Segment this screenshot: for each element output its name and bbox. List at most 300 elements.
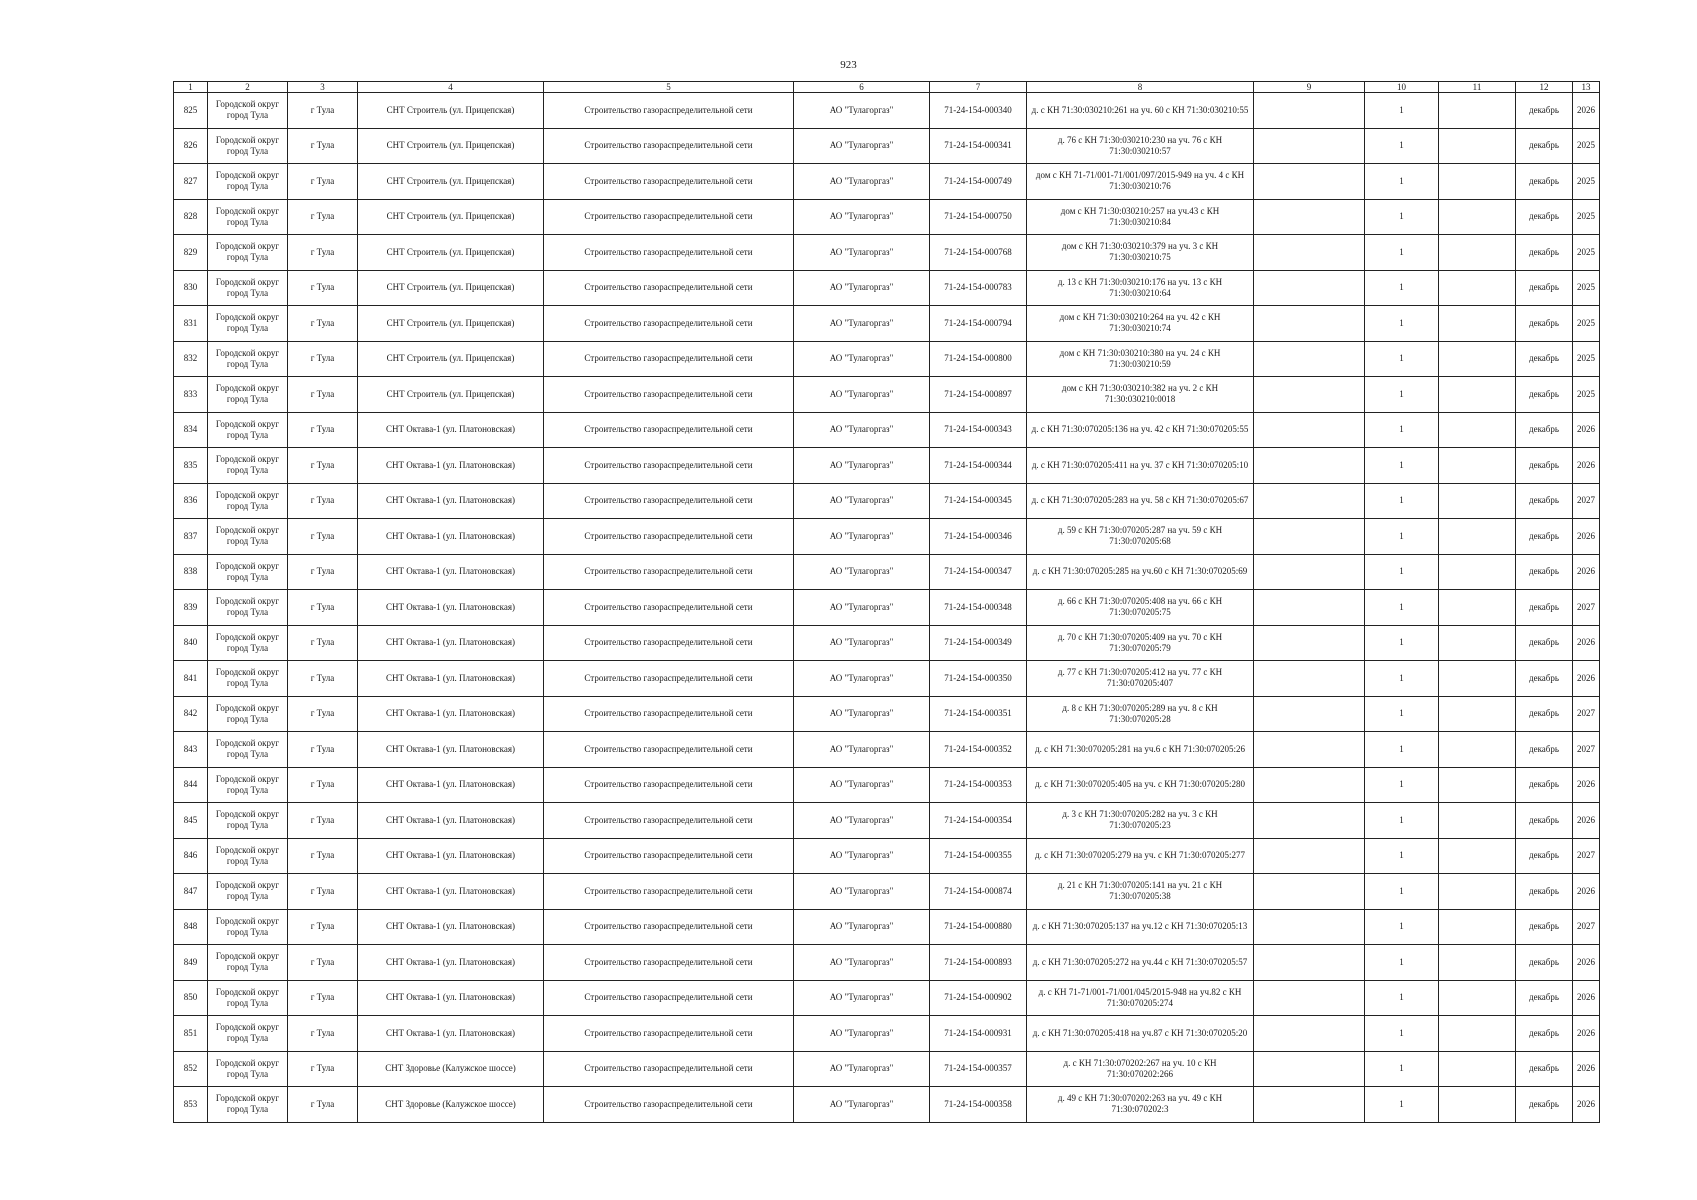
- cell-row-number: 837: [174, 519, 208, 555]
- cell-request-number: 71-24-154-000358: [930, 1087, 1027, 1123]
- cell-count: 1: [1365, 270, 1439, 306]
- cell-municipality: Городской округ город Тула: [208, 93, 288, 129]
- cell-snt-name: СНТ Октава-1 (ул. Платоновская): [358, 696, 544, 732]
- cell-object-description: д. 66 с КН 71:30:070205:408 на уч. 66 с КН 71:30:070205:75: [1027, 590, 1254, 626]
- cell-snt-name: СНТ Здоровье (Калужское шоссе): [358, 1087, 544, 1123]
- cell-col-9: [1254, 803, 1365, 839]
- cell-col-11: [1439, 377, 1516, 413]
- cell-snt-name: СНТ Октава-1 (ул. Платоновская): [358, 874, 544, 910]
- cell-col-9: [1254, 838, 1365, 874]
- table-row: [174, 341, 1600, 377]
- cell-work-type: Строительство газораспределительной сети: [544, 838, 794, 874]
- cell-settlement: г Тула: [288, 1087, 358, 1123]
- table-row: [174, 377, 1600, 413]
- cell-count: 1: [1365, 980, 1439, 1016]
- table-row: [174, 874, 1600, 910]
- cell-col-9: [1254, 93, 1365, 129]
- cell-year: 2027: [1573, 590, 1600, 626]
- cell-request-number: 71-24-154-000344: [930, 448, 1027, 484]
- cell-col-11: [1439, 1051, 1516, 1087]
- cell-object-description: д. 3 с КН 71:30:070205:282 на уч. 3 с КН 71:30:070205:23: [1027, 803, 1254, 839]
- cell-col-11: [1439, 661, 1516, 697]
- data-table: [173, 81, 1600, 1123]
- cell-col-11: [1439, 1016, 1516, 1052]
- table-row: [174, 732, 1600, 768]
- table-row: [174, 483, 1600, 519]
- cell-request-number: 71-24-154-000874: [930, 874, 1027, 910]
- cell-col-11: [1439, 767, 1516, 803]
- cell-col-11: [1439, 519, 1516, 555]
- cell-year: 2026: [1573, 625, 1600, 661]
- cell-col-9: [1254, 980, 1365, 1016]
- cell-request-number: 71-24-154-000880: [930, 909, 1027, 945]
- cell-request-number: 71-24-154-000931: [930, 1016, 1027, 1052]
- cell-row-number: 841: [174, 661, 208, 697]
- cell-month: декабрь: [1516, 341, 1573, 377]
- table-row: [174, 767, 1600, 803]
- cell-organization: АО "Тулагоргаз": [794, 767, 930, 803]
- cell-month: декабрь: [1516, 306, 1573, 342]
- cell-row-number: 830: [174, 270, 208, 306]
- cell-request-number: 71-24-154-000902: [930, 980, 1027, 1016]
- cell-count: 1: [1365, 1087, 1439, 1123]
- cell-municipality: Городской округ город Тула: [208, 625, 288, 661]
- cell-count: 1: [1365, 661, 1439, 697]
- cell-row-number: 846: [174, 838, 208, 874]
- cell-request-number: 71-24-154-000350: [930, 661, 1027, 697]
- cell-settlement: г Тула: [288, 519, 358, 555]
- cell-municipality: Городской округ город Тула: [208, 590, 288, 626]
- cell-count: 1: [1365, 767, 1439, 803]
- cell-snt-name: СНТ Строитель (ул. Прицепская): [358, 199, 544, 235]
- cell-year: 2026: [1573, 519, 1600, 555]
- cell-settlement: г Тула: [288, 448, 358, 484]
- cell-col-11: [1439, 412, 1516, 448]
- cell-object-description: д. с КН 71:30:070205:281 на уч.6 с КН 71:30:070205:26: [1027, 732, 1254, 768]
- cell-row-number: 851: [174, 1016, 208, 1052]
- cell-settlement: г Тула: [288, 767, 358, 803]
- cell-work-type: Строительство газораспределительной сети: [544, 1051, 794, 1087]
- cell-row-number: 852: [174, 1051, 208, 1087]
- cell-col-9: [1254, 448, 1365, 484]
- cell-count: 1: [1365, 803, 1439, 839]
- cell-object-description: дом с КН 71:30:030210:379 на уч. 3 с КН 71:30:030210:75: [1027, 235, 1254, 271]
- cell-col-11: [1439, 235, 1516, 271]
- cell-snt-name: СНТ Октава-1 (ул. Платоновская): [358, 980, 544, 1016]
- cell-snt-name: СНТ Октава-1 (ул. Платоновская): [358, 448, 544, 484]
- cell-row-number: 826: [174, 128, 208, 164]
- cell-object-description: д. с КН 71:30:070205:411 на уч. 37 с КН 71:30:070205:10: [1027, 448, 1254, 484]
- cell-organization: АО "Тулагоргаз": [794, 838, 930, 874]
- cell-snt-name: СНТ Октава-1 (ул. Платоновская): [358, 945, 544, 981]
- cell-snt-name: СНТ Строитель (ул. Прицепская): [358, 270, 544, 306]
- cell-settlement: г Тула: [288, 554, 358, 590]
- cell-work-type: Строительство газораспределительной сети: [544, 412, 794, 448]
- table-row: [174, 270, 1600, 306]
- cell-count: 1: [1365, 93, 1439, 129]
- cell-month: декабрь: [1516, 661, 1573, 697]
- table-row: [174, 554, 1600, 590]
- cell-col-9: [1254, 1051, 1365, 1087]
- cell-row-number: 838: [174, 554, 208, 590]
- cell-work-type: Строительство газораспределительной сети: [544, 306, 794, 342]
- table-row: [174, 980, 1600, 1016]
- cell-work-type: Строительство газораспределительной сети: [544, 448, 794, 484]
- cell-count: 1: [1365, 732, 1439, 768]
- cell-snt-name: СНТ Октава-1 (ул. Платоновская): [358, 732, 544, 768]
- cell-organization: АО "Тулагоргаз": [794, 128, 930, 164]
- cell-col-9: [1254, 732, 1365, 768]
- cell-settlement: г Тула: [288, 661, 358, 697]
- cell-settlement: г Тула: [288, 164, 358, 200]
- cell-year: 2026: [1573, 412, 1600, 448]
- cell-row-number: 850: [174, 980, 208, 1016]
- cell-count: 1: [1365, 874, 1439, 910]
- cell-organization: АО "Тулагоргаз": [794, 270, 930, 306]
- cell-organization: АО "Тулагоргаз": [794, 377, 930, 413]
- cell-col-9: [1254, 625, 1365, 661]
- cell-municipality: Городской округ город Тула: [208, 1016, 288, 1052]
- cell-municipality: Городской округ город Тула: [208, 874, 288, 910]
- cell-month: декабрь: [1516, 945, 1573, 981]
- table-header-row: [174, 82, 1600, 93]
- cell-organization: АО "Тулагоргаз": [794, 590, 930, 626]
- table-row: [174, 412, 1600, 448]
- cell-year: 2025: [1573, 377, 1600, 413]
- cell-col-9: [1254, 1087, 1365, 1123]
- table-row: [174, 590, 1600, 626]
- cell-year: 2026: [1573, 767, 1600, 803]
- cell-request-number: 71-24-154-000794: [930, 306, 1027, 342]
- cell-settlement: г Тула: [288, 945, 358, 981]
- cell-object-description: д. 13 с КН 71:30:030210:176 на уч. 13 с КН 71:30:030210:64: [1027, 270, 1254, 306]
- cell-col-9: [1254, 590, 1365, 626]
- cell-request-number: 71-24-154-000343: [930, 412, 1027, 448]
- cell-snt-name: СНТ Строитель (ул. Прицепская): [358, 306, 544, 342]
- cell-col-9: [1254, 661, 1365, 697]
- cell-month: декабрь: [1516, 554, 1573, 590]
- cell-request-number: 71-24-154-000347: [930, 554, 1027, 590]
- cell-snt-name: СНТ Строитель (ул. Прицепская): [358, 235, 544, 271]
- cell-settlement: г Тула: [288, 377, 358, 413]
- column-header-2: 2: [208, 82, 288, 93]
- cell-snt-name: СНТ Октава-1 (ул. Платоновская): [358, 412, 544, 448]
- cell-col-11: [1439, 448, 1516, 484]
- cell-count: 1: [1365, 448, 1439, 484]
- cell-request-number: 71-24-154-000345: [930, 483, 1027, 519]
- cell-organization: АО "Тулагоргаз": [794, 1087, 930, 1123]
- cell-object-description: д. с КН 71:30:070205:272 на уч.44 с КН 71:30:070205:57: [1027, 945, 1254, 981]
- cell-object-description: д. 8 с КН 71:30:070205:289 на уч. 8 с КН 71:30:070205:28: [1027, 696, 1254, 732]
- cell-col-11: [1439, 483, 1516, 519]
- cell-organization: АО "Тулагоргаз": [794, 235, 930, 271]
- cell-municipality: Городской округ город Тула: [208, 909, 288, 945]
- cell-col-11: [1439, 93, 1516, 129]
- cell-settlement: г Тула: [288, 199, 358, 235]
- cell-request-number: 71-24-154-000353: [930, 767, 1027, 803]
- table-row: [174, 909, 1600, 945]
- cell-request-number: 71-24-154-000897: [930, 377, 1027, 413]
- cell-col-11: [1439, 625, 1516, 661]
- cell-col-9: [1254, 945, 1365, 981]
- cell-col-11: [1439, 838, 1516, 874]
- table-row: [174, 306, 1600, 342]
- cell-year: 2027: [1573, 732, 1600, 768]
- cell-object-description: д. с КН 71:30:070202:267 на уч. 10 с КН 71:30:070202:266: [1027, 1051, 1254, 1087]
- cell-settlement: г Тула: [288, 803, 358, 839]
- cell-month: декабрь: [1516, 483, 1573, 519]
- cell-year: 2027: [1573, 696, 1600, 732]
- cell-municipality: Городской округ город Тула: [208, 128, 288, 164]
- cell-month: декабрь: [1516, 519, 1573, 555]
- cell-work-type: Строительство газораспределительной сети: [544, 980, 794, 1016]
- cell-settlement: г Тула: [288, 412, 358, 448]
- cell-work-type: Строительство газораспределительной сети: [544, 732, 794, 768]
- cell-object-description: д. 59 с КН 71:30:070205:287 на уч. 59 с КН 71:30:070205:68: [1027, 519, 1254, 555]
- cell-object-description: д. с КН 71:30:070205:285 на уч.60 с КН 71:30:070205:69: [1027, 554, 1254, 590]
- cell-organization: АО "Тулагоргаз": [794, 661, 930, 697]
- cell-month: декабрь: [1516, 199, 1573, 235]
- cell-settlement: г Тула: [288, 1016, 358, 1052]
- table-row: [174, 1016, 1600, 1052]
- cell-settlement: г Тула: [288, 909, 358, 945]
- cell-col-11: [1439, 128, 1516, 164]
- cell-snt-name: СНТ Октава-1 (ул. Платоновская): [358, 483, 544, 519]
- cell-month: декабрь: [1516, 1087, 1573, 1123]
- cell-object-description: дом с КН 71:30:030210:382 на уч. 2 с КН 71:30:030210:0018: [1027, 377, 1254, 413]
- cell-year: 2025: [1573, 341, 1600, 377]
- cell-request-number: 71-24-154-000352: [930, 732, 1027, 768]
- cell-col-11: [1439, 270, 1516, 306]
- cell-snt-name: СНТ Строитель (ул. Прицепская): [358, 164, 544, 200]
- cell-col-9: [1254, 164, 1365, 200]
- cell-count: 1: [1365, 235, 1439, 271]
- cell-organization: АО "Тулагоргаз": [794, 448, 930, 484]
- cell-month: декабрь: [1516, 412, 1573, 448]
- cell-col-9: [1254, 235, 1365, 271]
- cell-count: 1: [1365, 341, 1439, 377]
- cell-count: 1: [1365, 554, 1439, 590]
- cell-col-9: [1254, 306, 1365, 342]
- cell-work-type: Строительство газораспределительной сети: [544, 519, 794, 555]
- cell-month: декабрь: [1516, 164, 1573, 200]
- table-row: [174, 164, 1600, 200]
- cell-settlement: г Тула: [288, 341, 358, 377]
- cell-col-9: [1254, 874, 1365, 910]
- cell-work-type: Строительство газораспределительной сети: [544, 767, 794, 803]
- cell-count: 1: [1365, 164, 1439, 200]
- cell-month: декабрь: [1516, 1016, 1573, 1052]
- cell-count: 1: [1365, 625, 1439, 661]
- cell-month: декабрь: [1516, 980, 1573, 1016]
- table-row: [174, 128, 1600, 164]
- cell-object-description: д. 49 с КН 71:30:070202:263 на уч. 49 с КН 71:30:070202:3: [1027, 1087, 1254, 1123]
- cell-col-11: [1439, 803, 1516, 839]
- cell-municipality: Городской округ город Тула: [208, 270, 288, 306]
- cell-object-description: дом с КН 71-71/001-71/001/097/2015-949 на уч. 4 с КН 71:30:030210:76: [1027, 164, 1254, 200]
- cell-year: 2027: [1573, 483, 1600, 519]
- cell-month: декабрь: [1516, 1051, 1573, 1087]
- cell-work-type: Строительство газораспределительной сети: [544, 93, 794, 129]
- cell-year: 2025: [1573, 199, 1600, 235]
- cell-work-type: Строительство газораспределительной сети: [544, 945, 794, 981]
- cell-work-type: Строительство газораспределительной сети: [544, 341, 794, 377]
- column-header-3: 3: [288, 82, 358, 93]
- cell-row-number: 835: [174, 448, 208, 484]
- cell-municipality: Городской округ город Тула: [208, 235, 288, 271]
- cell-request-number: 71-24-154-000893: [930, 945, 1027, 981]
- cell-col-9: [1254, 554, 1365, 590]
- cell-row-number: 843: [174, 732, 208, 768]
- cell-col-11: [1439, 874, 1516, 910]
- cell-year: 2026: [1573, 980, 1600, 1016]
- cell-row-number: 845: [174, 803, 208, 839]
- cell-count: 1: [1365, 377, 1439, 413]
- cell-col-11: [1439, 696, 1516, 732]
- cell-organization: АО "Тулагоргаз": [794, 483, 930, 519]
- cell-month: декабрь: [1516, 767, 1573, 803]
- cell-object-description: д. с КН 71:30:070205:418 на уч.87 с КН 71:30:070205:20: [1027, 1016, 1254, 1052]
- table-row: [174, 945, 1600, 981]
- cell-row-number: 825: [174, 93, 208, 129]
- cell-object-description: д. 77 с КН 71:30:070205:412 на уч. 77 с КН 71:30:070205:407: [1027, 661, 1254, 697]
- cell-year: 2025: [1573, 128, 1600, 164]
- cell-request-number: 71-24-154-000749: [930, 164, 1027, 200]
- column-header-4: 4: [358, 82, 544, 93]
- table-row: [174, 519, 1600, 555]
- cell-col-11: [1439, 590, 1516, 626]
- cell-request-number: 71-24-154-000354: [930, 803, 1027, 839]
- cell-col-9: [1254, 909, 1365, 945]
- column-header-5: 5: [544, 82, 794, 93]
- cell-row-number: 827: [174, 164, 208, 200]
- cell-snt-name: СНТ Октава-1 (ул. Платоновская): [358, 554, 544, 590]
- cell-request-number: 71-24-154-000341: [930, 128, 1027, 164]
- cell-settlement: г Тула: [288, 1051, 358, 1087]
- table-row: [174, 1087, 1600, 1123]
- cell-work-type: Строительство газораспределительной сети: [544, 909, 794, 945]
- cell-year: 2026: [1573, 1016, 1600, 1052]
- cell-snt-name: СНТ Строитель (ул. Прицепская): [358, 341, 544, 377]
- cell-year: 2027: [1573, 838, 1600, 874]
- cell-year: 2025: [1573, 235, 1600, 271]
- cell-snt-name: СНТ Строитель (ул. Прицепская): [358, 377, 544, 413]
- cell-organization: АО "Тулагоргаз": [794, 306, 930, 342]
- cell-count: 1: [1365, 412, 1439, 448]
- cell-month: декабрь: [1516, 128, 1573, 164]
- cell-work-type: Строительство газораспределительной сети: [544, 554, 794, 590]
- column-header-9: 9: [1254, 82, 1365, 93]
- cell-settlement: г Тула: [288, 980, 358, 1016]
- cell-organization: АО "Тулагоргаз": [794, 803, 930, 839]
- cell-count: 1: [1365, 306, 1439, 342]
- cell-row-number: 831: [174, 306, 208, 342]
- cell-snt-name: СНТ Октава-1 (ул. Платоновская): [358, 803, 544, 839]
- cell-object-description: дом с КН 71:30:030210:264 на уч. 42 с КН 71:30:030210:74: [1027, 306, 1254, 342]
- cell-col-9: [1254, 519, 1365, 555]
- cell-settlement: г Тула: [288, 838, 358, 874]
- cell-count: 1: [1365, 519, 1439, 555]
- cell-row-number: 836: [174, 483, 208, 519]
- cell-month: декабрь: [1516, 377, 1573, 413]
- cell-object-description: д. 21 с КН 71:30:070205:141 на уч. 21 с КН 71:30:070205:38: [1027, 874, 1254, 910]
- page-number: 923: [840, 59, 857, 71]
- cell-count: 1: [1365, 590, 1439, 626]
- cell-settlement: г Тула: [288, 235, 358, 271]
- cell-col-9: [1254, 199, 1365, 235]
- cell-settlement: г Тула: [288, 874, 358, 910]
- cell-request-number: 71-24-154-000768: [930, 235, 1027, 271]
- cell-municipality: Городской округ город Тула: [208, 696, 288, 732]
- table-row: [174, 803, 1600, 839]
- cell-object-description: дом с КН 71:30:030210:380 на уч. 24 с КН 71:30:030210:59: [1027, 341, 1254, 377]
- cell-row-number: 832: [174, 341, 208, 377]
- cell-organization: АО "Тулагоргаз": [794, 874, 930, 910]
- cell-count: 1: [1365, 483, 1439, 519]
- cell-row-number: 833: [174, 377, 208, 413]
- cell-organization: АО "Тулагоргаз": [794, 980, 930, 1016]
- column-header-1: 1: [174, 82, 208, 93]
- cell-row-number: 849: [174, 945, 208, 981]
- cell-year: 2026: [1573, 448, 1600, 484]
- cell-request-number: 71-24-154-000800: [930, 341, 1027, 377]
- cell-year: 2026: [1573, 93, 1600, 129]
- column-header-11: 11: [1439, 82, 1516, 93]
- cell-request-number: 71-24-154-000783: [930, 270, 1027, 306]
- cell-work-type: Строительство газораспределительной сети: [544, 164, 794, 200]
- cell-snt-name: СНТ Октава-1 (ул. Платоновская): [358, 519, 544, 555]
- cell-municipality: Городской округ город Тула: [208, 483, 288, 519]
- cell-count: 1: [1365, 199, 1439, 235]
- cell-work-type: Строительство газораспределительной сети: [544, 625, 794, 661]
- cell-row-number: 844: [174, 767, 208, 803]
- cell-snt-name: СНТ Строитель (ул. Прицепская): [358, 93, 544, 129]
- cell-count: 1: [1365, 128, 1439, 164]
- cell-organization: АО "Тулагоргаз": [794, 945, 930, 981]
- table-row: [174, 448, 1600, 484]
- cell-col-11: [1439, 164, 1516, 200]
- cell-municipality: Городской округ город Тула: [208, 554, 288, 590]
- cell-request-number: 71-24-154-000346: [930, 519, 1027, 555]
- cell-col-11: [1439, 341, 1516, 377]
- cell-col-11: [1439, 945, 1516, 981]
- column-header-13: 13: [1573, 82, 1600, 93]
- cell-municipality: Городской округ город Тула: [208, 980, 288, 1016]
- cell-work-type: Строительство газораспределительной сети: [544, 1087, 794, 1123]
- cell-month: декабрь: [1516, 590, 1573, 626]
- table-row: [174, 235, 1600, 271]
- cell-request-number: 71-24-154-000340: [930, 93, 1027, 129]
- cell-object-description: д. с КН 71-71/001-71/001/045/2015-948 на уч.82 с КН 71:30:070205:274: [1027, 980, 1254, 1016]
- cell-col-9: [1254, 270, 1365, 306]
- column-header-7: 7: [930, 82, 1027, 93]
- cell-row-number: 840: [174, 625, 208, 661]
- column-header-8: 8: [1027, 82, 1254, 93]
- cell-object-description: д. с КН 71:30:070205:405 на уч. с КН 71:30:070205:280: [1027, 767, 1254, 803]
- cell-settlement: г Тула: [288, 128, 358, 164]
- cell-municipality: Городской округ город Тула: [208, 803, 288, 839]
- cell-year: 2026: [1573, 1087, 1600, 1123]
- cell-row-number: 834: [174, 412, 208, 448]
- cell-municipality: Городской округ город Тула: [208, 412, 288, 448]
- cell-col-11: [1439, 980, 1516, 1016]
- cell-organization: АО "Тулагоргаз": [794, 164, 930, 200]
- cell-organization: АО "Тулагоргаз": [794, 341, 930, 377]
- cell-row-number: 839: [174, 590, 208, 626]
- cell-snt-name: СНТ Октава-1 (ул. Платоновская): [358, 767, 544, 803]
- cell-col-9: [1254, 1016, 1365, 1052]
- cell-settlement: г Тула: [288, 270, 358, 306]
